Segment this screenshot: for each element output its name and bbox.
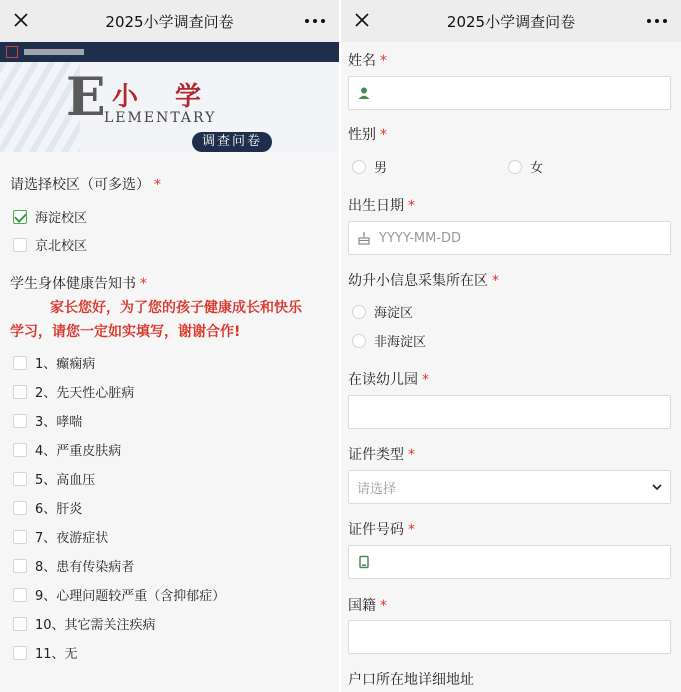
- checkbox[interactable]: [13, 559, 27, 573]
- health-option[interactable]: 9、心理问题较严重（含抑郁症）: [13, 585, 225, 604]
- page-title: 2025小学调查问卷: [446, 12, 576, 31]
- district-option-non-haidian[interactable]: 非海淀区: [352, 331, 426, 350]
- id-number-label: 证件号码 *: [348, 522, 415, 538]
- banner-letter: E: [66, 67, 106, 128]
- checkbox[interactable]: [13, 501, 27, 515]
- health-question: 学生身体健康告知书 *: [10, 276, 147, 292]
- health-option[interactable]: 11、无: [13, 643, 78, 662]
- nationality-label: 国籍 *: [348, 598, 387, 614]
- top-bar: [341, 0, 681, 42]
- more-icon[interactable]: [647, 19, 667, 23]
- left-screen: [0, 0, 339, 692]
- checkbox[interactable]: [13, 414, 27, 428]
- checkbox-checked[interactable]: [13, 210, 27, 224]
- radio[interactable]: [352, 334, 366, 348]
- cake-icon: [357, 231, 371, 245]
- checkbox[interactable]: [13, 588, 27, 602]
- user-icon: [357, 86, 371, 100]
- birth-label: 出生日期 *: [348, 198, 415, 214]
- health-option[interactable]: 10、其它需关注疾病: [13, 614, 156, 633]
- gender-option-male[interactable]: 男: [352, 157, 387, 176]
- address-label: 户口所在地详细地址: [348, 672, 474, 688]
- health-option[interactable]: 4、严重皮肤病: [13, 440, 121, 459]
- district-label: 幼升小信息采集所在区 *: [348, 273, 499, 289]
- checkbox[interactable]: [13, 617, 27, 631]
- checkbox[interactable]: [13, 646, 27, 660]
- district-option-haidian[interactable]: 海淀区: [352, 302, 413, 321]
- checkbox[interactable]: [13, 530, 27, 544]
- radio[interactable]: [508, 160, 522, 174]
- more-icon[interactable]: [305, 19, 325, 23]
- kindergarten-input[interactable]: [348, 395, 671, 429]
- name-label: 姓名 *: [348, 53, 387, 69]
- id-number-input[interactable]: [348, 545, 671, 579]
- health-option[interactable]: 1、癫痫病: [13, 353, 95, 372]
- banner-en-title: LEMENTARY: [104, 110, 217, 126]
- campus-question: 请选择校区（可多选） *: [10, 177, 161, 193]
- checkbox[interactable]: [13, 443, 27, 457]
- right-screen: [341, 0, 681, 692]
- health-option[interactable]: 6、肝炎: [13, 498, 82, 517]
- health-notice-line2: 学习，请您一定如实填写，谢谢合作!: [10, 324, 241, 340]
- gender-option-female[interactable]: 女: [508, 157, 543, 176]
- close-icon[interactable]: [353, 11, 371, 29]
- checkbox[interactable]: [13, 385, 27, 399]
- id-card-icon: [357, 555, 371, 569]
- radio[interactable]: [352, 160, 366, 174]
- checkbox[interactable]: [13, 356, 27, 370]
- health-option[interactable]: 3、哮喘: [13, 411, 82, 430]
- school-logo-icon: [6, 46, 18, 58]
- birth-date-input[interactable]: YYYY-MM-DD: [348, 221, 671, 255]
- top-bar: [0, 0, 339, 42]
- banner-image: [0, 42, 339, 152]
- campus-option-jingbei[interactable]: 京北校区: [13, 235, 87, 254]
- gender-label: 性别 *: [348, 127, 387, 143]
- chevron-down-icon: [652, 483, 662, 491]
- id-type-select[interactable]: 请选择: [348, 470, 671, 504]
- health-option[interactable]: 2、先天性心脏病: [13, 382, 134, 401]
- name-input[interactable]: [348, 76, 671, 110]
- health-option[interactable]: 7、夜游症状: [13, 527, 108, 546]
- radio[interactable]: [352, 305, 366, 319]
- banner-badge: 调查问卷: [192, 132, 272, 152]
- checkbox[interactable]: [13, 238, 27, 252]
- id-type-label: 证件类型 *: [348, 447, 415, 463]
- banner-zh-title: 小 学: [112, 82, 216, 112]
- nationality-input[interactable]: [348, 620, 671, 654]
- close-icon[interactable]: [12, 11, 30, 29]
- page-title: 2025小学调查问卷: [105, 12, 234, 31]
- health-option[interactable]: 8、患有传染病者: [13, 556, 134, 575]
- health-notice-line1: 家长您好，为了您的孩子健康成长和快乐: [50, 300, 302, 316]
- health-option[interactable]: 5、高血压: [13, 469, 95, 488]
- checkbox[interactable]: [13, 472, 27, 486]
- kindergarten-label: 在读幼儿园 *: [348, 372, 429, 388]
- campus-option-haidian[interactable]: 海淀校区: [13, 207, 87, 226]
